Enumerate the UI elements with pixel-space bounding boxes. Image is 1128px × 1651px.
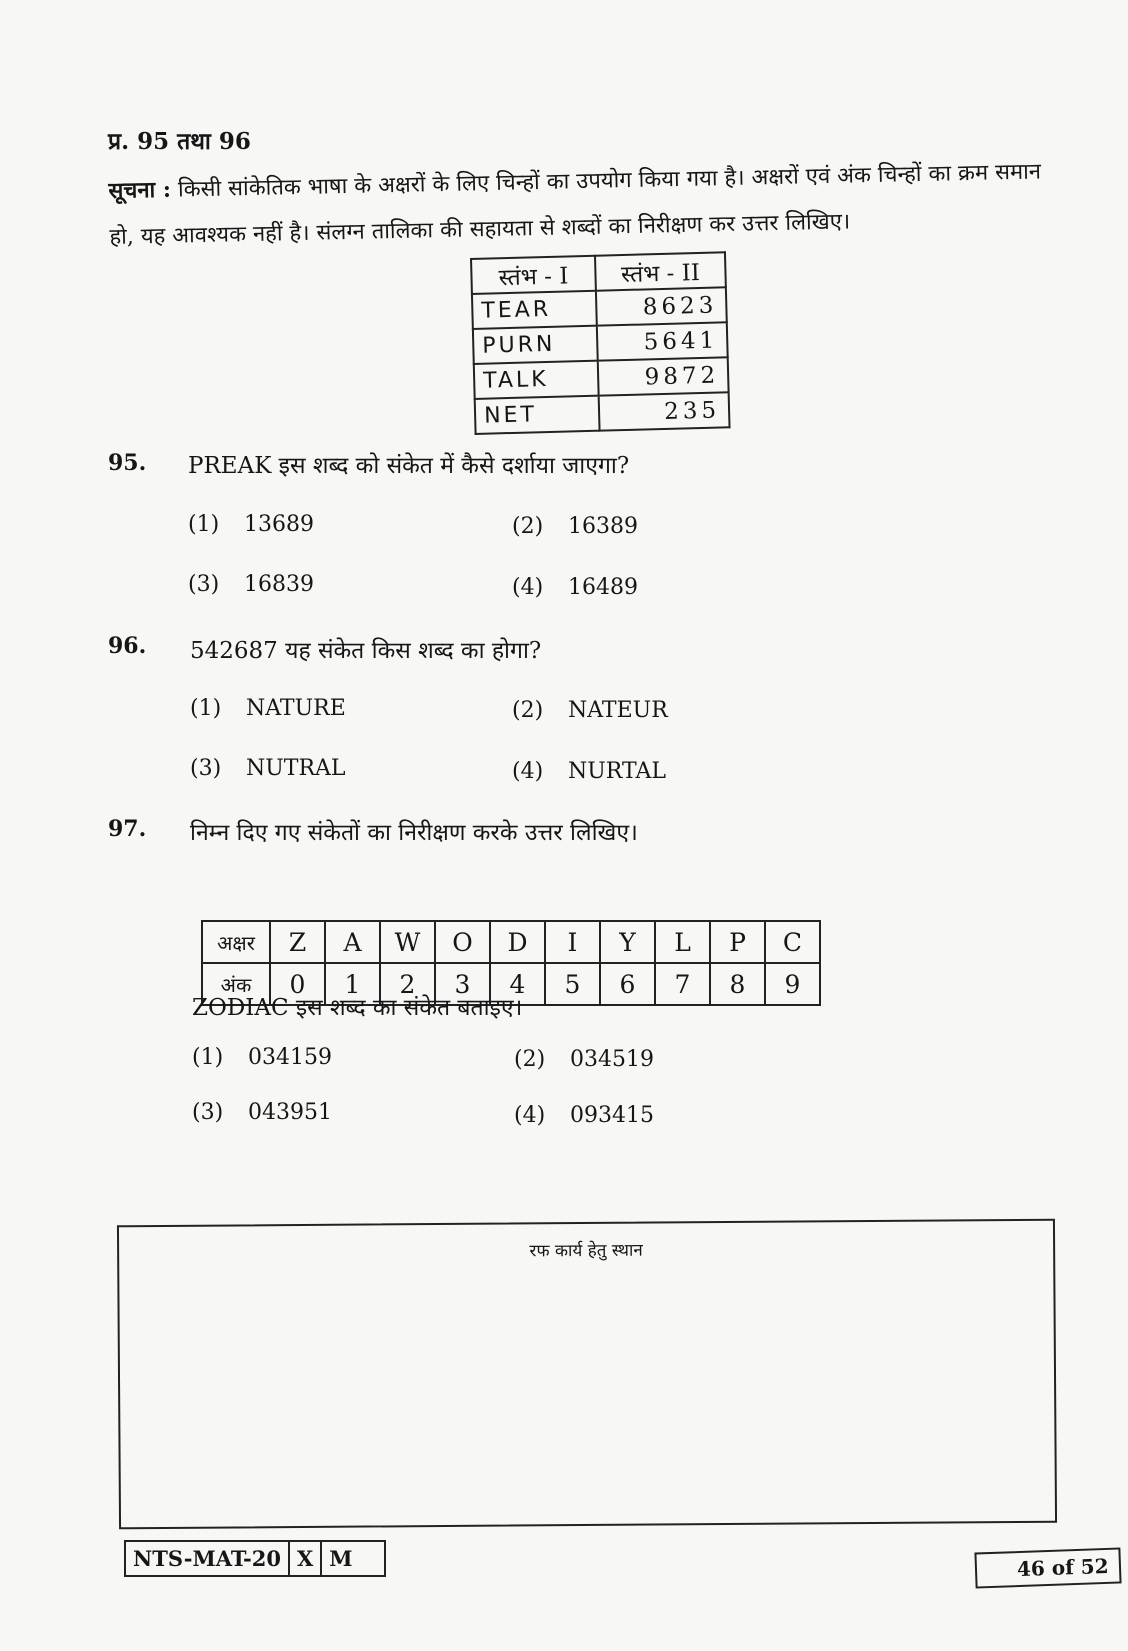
paper-medium: M [329,1546,353,1571]
code-cell: 5641 [597,322,728,360]
digit-cell: 8 [710,963,765,1005]
code-cell: 8623 [596,287,727,325]
option-95-2[interactable]: (2) 16389 [512,514,638,539]
letter-cell: Y [600,921,655,963]
paper-code-box [124,1540,386,1577]
option-95-3[interactable]: (3) 16839 [188,572,314,597]
notice-text-1: किसी सांकेतिक भाषा के अक्षरों के लिए चिन्हों का उपयोग किया गया है। अक्षरों एवं अंक चिन्हों का क्रम समान [177,159,1042,203]
letter-cell: C [765,921,820,963]
question-number-95: 95. [108,450,147,476]
letter-cell: W [380,921,435,963]
notice-line-2: हो, यह आवश्यक नहीं है। संलग्न तालिका की सहायता से शब्दों का निरीक्षण कर उत्तर लिखिए। [109,209,851,250]
word-cell: NET [475,396,600,434]
digit-cell: 7 [655,963,710,1005]
letter-cell: L [655,921,710,963]
word-cell: PURN [473,326,598,364]
column-header-1: स्तंभ - I [471,256,596,294]
digit-cell: 9 [765,963,820,1005]
question-text-97: निम्न दिए गए संकेतों का निरीक्षण करके उत्तर लिखिए। [190,820,638,846]
digit-cell: 5 [545,963,600,1005]
code-cell: 235 [599,392,730,430]
option-97-2[interactable]: (2) 034519 [514,1047,654,1072]
question-number-97: 97. [108,816,147,842]
digit-cell: 4 [490,963,545,1005]
question-subtext-97: ZODIAC इस शब्द का संकेत बताइए। [192,995,523,1021]
option-97-3[interactable]: (3) 043951 [192,1100,332,1125]
rough-work-title: रफ कार्य हेतु स्थान [529,1240,643,1262]
option-96-2[interactable]: (2) NATEUR [512,698,668,723]
digit-cell: 1 [325,963,380,1005]
digit-cell: 6 [600,963,655,1005]
option-95-1[interactable]: (1) 13689 [188,512,314,537]
table-row [475,392,730,434]
column-header-2: स्तंभ - II [595,252,726,290]
code-reference-table [470,251,731,435]
letter-cell: I [545,921,600,963]
option-95-4[interactable]: (4) 16489 [512,575,638,600]
letter-cell: A [325,921,380,963]
question-text-95: PREAK इस शब्द को संकेत में कैसे दर्शाया जाएगा? [188,453,630,479]
digit-cell: 0 [270,963,325,1005]
page-number: 46 of 52 [974,1547,1121,1588]
letter-cell: Z [270,921,325,963]
option-96-3[interactable]: (3) NUTRAL [190,756,346,781]
notice-label: सूचना : [108,176,172,204]
notice-block [108,148,1085,261]
digit-cell: 3 [435,963,490,1005]
word-cell: TALK [474,361,599,399]
question-number-96: 96. [108,633,147,659]
code-cell: 9872 [598,357,729,395]
letters-row-label: अक्षर [202,921,270,963]
option-96-4[interactable]: (4) NURTAL [512,759,666,784]
paper-code: NTS-MAT-20 [126,1542,290,1575]
question-group-heading: प्र. 95 तथा 96 [108,128,251,155]
letter-cell: P [710,921,765,963]
digit-cell: 2 [380,963,435,1005]
option-96-1[interactable]: (1) NATURE [190,696,346,721]
letter-cell: D [490,921,545,963]
option-97-4[interactable]: (4) 093415 [514,1103,654,1128]
rough-work-area [117,1219,1057,1530]
paper-set: X [290,1542,322,1575]
digits-row-label: अंक [202,963,270,1005]
word-cell: TEAR [472,291,597,329]
question-text-96: 542687 यह संकेत किस शब्द का होगा? [190,638,542,664]
letter-cell: O [435,921,490,963]
option-97-1[interactable]: (1) 034159 [192,1045,332,1070]
